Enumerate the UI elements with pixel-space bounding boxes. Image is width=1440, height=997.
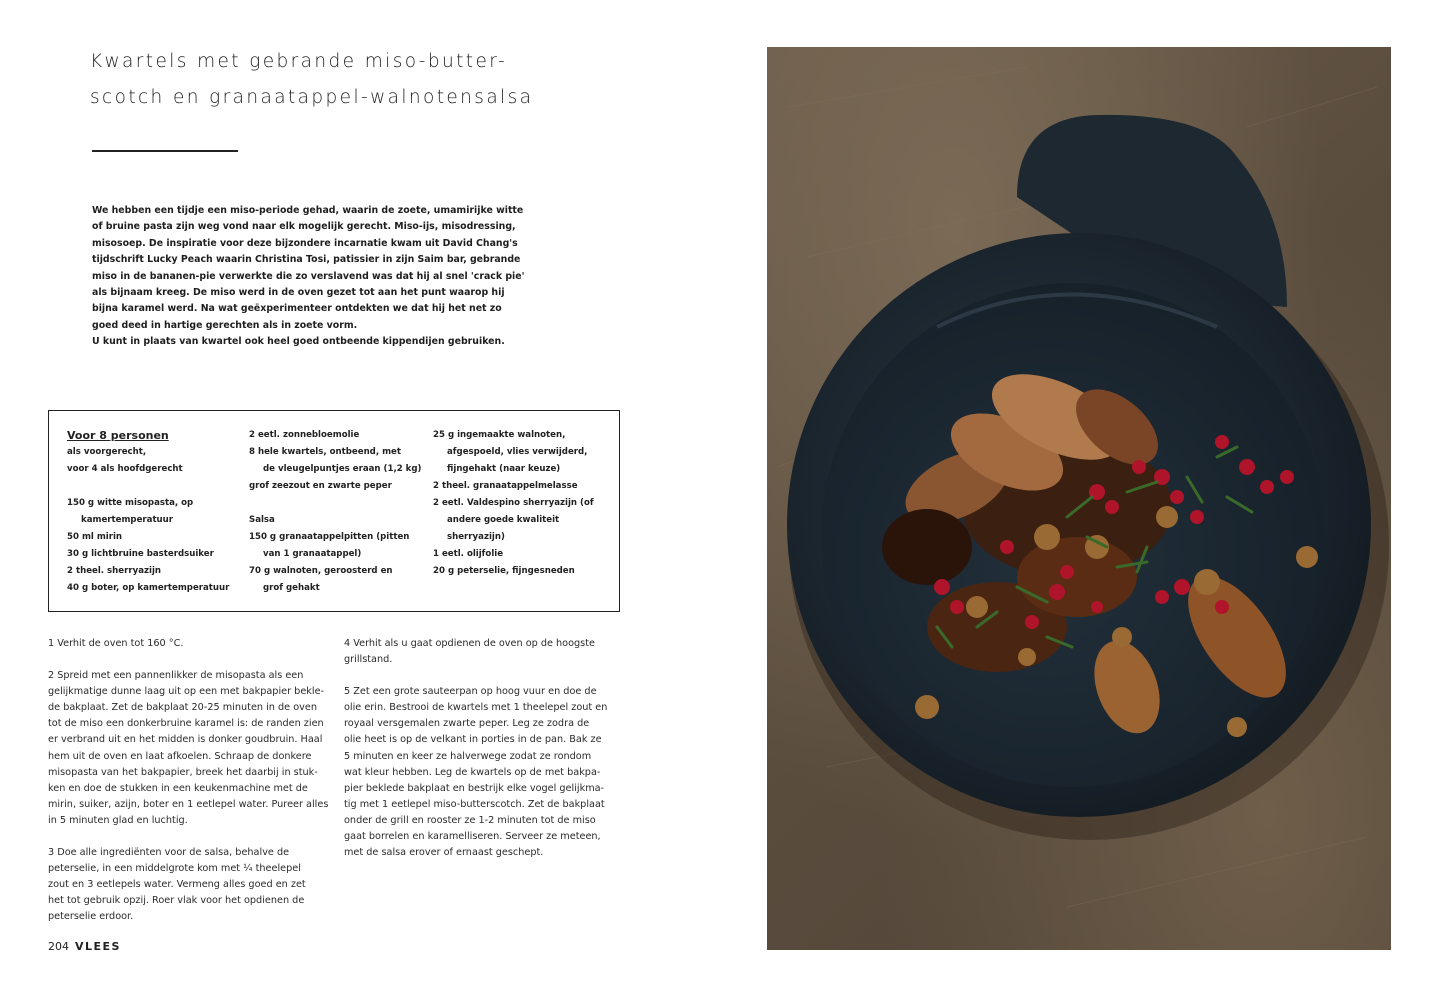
intro-line: We hebben een tijdje een miso-periode gehad, waarin de zoete, umamirijke witte — [92, 205, 524, 216]
recipe-title — [90, 44, 650, 116]
method-step-line: er verbrand uit en het midden is donker goudbruin. Haal — [48, 734, 323, 746]
method-step-line: tig met 1 eetlepel miso-butterscotch. Zet de bakplaat — [344, 798, 605, 810]
method-step-line: 3 Doe alle ingrediënten voor de salsa, behalve de — [48, 847, 290, 859]
method-step-line: mirin, suiker, azijn, boter en 1 eetlepel water. Pureer alles — [48, 798, 329, 810]
method-step-line: olie erin. Bestrooi de kwartels met 1 theelepel zout en — [344, 702, 608, 714]
food-photo-icon — [767, 47, 1391, 950]
intro-line: U kunt in plaats van kwartel ook heel goed ontbeende kippendijen gebruiken. — [92, 336, 505, 348]
method-step-line: in 5 minuten glad en luchtig. — [48, 814, 188, 826]
method-step — [48, 636, 338, 652]
ingredient-line: 25 g ingemaakte walnoten, — [433, 430, 566, 440]
ingredient-line: de vleugelpuntjes eraan (1,2 kg) — [263, 464, 422, 474]
ingredient-line: 150 g witte misopasta, op — [67, 498, 194, 508]
recipe-title-line-1: Kwartels met gebrande miso-butter- — [90, 51, 508, 72]
page-footer — [48, 940, 121, 953]
page-number: 204 — [48, 940, 69, 953]
method-step-line: wat kleur hebben. Leg de kwartels op de met bakpa- — [344, 766, 601, 778]
intro-line: of bruine pasta zijn weg vond naar elk mogelijk gerecht. Miso-ijs, misodressing, — [92, 221, 516, 233]
ingredients-column-1 — [67, 427, 229, 597]
method-step-line: pier beklede bakplaat en bestrijk elke vogel gelijkma- — [344, 782, 605, 794]
servings-heading: Voor 8 personen — [67, 429, 169, 442]
ingredient-line: Salsa — [249, 515, 275, 525]
ingredients-column-3 — [433, 427, 594, 580]
method-step — [48, 845, 338, 925]
ingredient-line: sherryazijn) — [447, 532, 505, 542]
method-step-line: de bakplaat. Zet de bakplaat 20-25 minuten in de oven — [48, 702, 317, 714]
ingredient-line: 8 hele kwartels, ontbeend, met — [249, 447, 401, 457]
ingredient-line: als voorgerecht, — [67, 447, 147, 457]
ingredient-line: grof zeezout en zwarte peper — [249, 481, 392, 491]
ingredients-column-2 — [249, 427, 421, 597]
method-step — [48, 668, 338, 829]
ingredient-line: 2 theel. sherryazijn — [67, 566, 162, 576]
ingredient-spacer — [249, 495, 421, 512]
method-step-line: olie heet is op de velkant in porties in de pan. Bak ze — [344, 734, 602, 746]
ingredient-line: 70 g walnoten, geroosterd en — [249, 566, 393, 576]
method-step — [344, 684, 634, 861]
method-step-line: peterselie erdoor. — [48, 911, 134, 923]
ingredient-line: 30 g lichtbruine basterdsuiker — [67, 549, 214, 559]
recipe-title-line-2: scotch en granaatappel-walnotensalsa — [90, 87, 534, 108]
method-step-line: grillstand. — [344, 654, 393, 666]
ingredient-line: grof gehakt — [263, 583, 320, 593]
title-divider — [92, 150, 238, 152]
ingredient-line: 2 theel. granaatappelmelasse — [433, 481, 578, 491]
ingredient-line: afgespoeld, vlies verwijderd, — [447, 447, 588, 457]
method-steps-left — [48, 636, 338, 942]
ingredient-line: 20 g peterselie, fijngesneden — [433, 566, 575, 576]
intro-line: misosoep. De inspiratie voor deze bijzondere incarnatie kwam uit David Chang's — [92, 237, 518, 249]
ingredient-line: 1 eetl. olijfolie — [433, 549, 504, 559]
ingredient-line: andere goede kwaliteit — [447, 515, 560, 525]
ingredient-spacer — [67, 478, 229, 495]
ingredient-line: fijngehakt (naar keuze) — [447, 464, 561, 474]
method-step-line: onder de grill en rooster ze 1-2 minuten tot de miso — [344, 814, 596, 826]
method-steps-right — [344, 636, 634, 877]
method-step-line: 5 minuten en keer ze halverwege zodat ze rondom — [344, 750, 592, 762]
ingredient-line: 50 ml mirin — [67, 532, 123, 542]
method-step-line: 1 Verhit de oven tot 160 °C. — [48, 638, 184, 649]
method-step-line: ken en doe de stukken in een keukenmachine met de — [48, 782, 308, 794]
ingredients-box — [48, 410, 620, 612]
method-step-line: misopasta van het bakpapier, breek het daarbij in stuk- — [48, 766, 318, 778]
ingredient-line: 150 g granaatappelpitten (pitten — [249, 532, 410, 542]
ingredient-line: van 1 granaatappel) — [263, 549, 362, 559]
intro-line: tijdschrift Lucky Peach waarin Christina Tosi, patissier in zijn Saim bar, gebrande — [92, 254, 521, 266]
method-step-line: met de salsa erover of ernaast geschept. — [344, 847, 544, 859]
ingredient-line: voor 4 als hoofdgerecht — [67, 464, 183, 474]
intro-paragraph — [92, 203, 540, 351]
method-step-line: hem uit de oven en laat afkoelen. Schraap de donkere — [48, 750, 312, 762]
section-name: VLEES — [75, 940, 121, 953]
method-step-line: het tot gebruik opzij. Roer vlak voor het opdienen de — [48, 895, 305, 907]
ingredient-line: 2 eetl. zonnebloemolie — [249, 430, 360, 440]
ingredient-line: kamertemperatuur — [81, 515, 174, 525]
method-step-line: tot de miso een donkerbruine karamel is: de randen zien — [48, 718, 324, 730]
method-step-line: zout en 3 eetlepels water. Vermeng alles goed en zet — [48, 879, 306, 891]
intro-line: als bijnaam kreeg. De miso werd in de oven gezet tot aan het punt waarop hij — [92, 287, 505, 299]
method-step-line: peterselie, in een middelgrote kom met ¼ theelepel — [48, 863, 301, 875]
dish-photo — [767, 47, 1391, 950]
ingredient-line: 2 eetl. Valdespino sherryazijn (of — [433, 498, 594, 508]
intro-line: miso in de bananen-pie verwerkte die zo verslavend was dat hij al snel 'crack pie' — [92, 270, 525, 282]
method-step-line: gelijkmatige dunne laag uit op een met bakpapier bekle- — [48, 686, 325, 698]
method-step-line: 4 Verhit als u gaat opdienen de oven op de hoogste — [344, 638, 595, 649]
method-step-line: 5 Zet een grote sauteerpan op hoog vuur en doe de — [344, 686, 597, 698]
method-step-line: gaat borrelen en karamelliseren. Serveer ze meteen, — [344, 831, 601, 843]
method-step-line: royaal versgemalen zwarte peper. Leg ze zodra de — [344, 718, 590, 730]
intro-line: goed deed in hartige gerechten als in zoete vorm. — [92, 319, 358, 331]
method-step — [344, 636, 634, 668]
method-step-line: 2 Spreid met een pannenlikker de misopasta als een — [48, 670, 304, 682]
intro-text — [92, 203, 540, 351]
intro-line: bijna karamel werd. Na wat geëxperimenteer ontdekten we dat hij het net zo — [92, 303, 502, 315]
ingredient-line: 40 g boter, op kamertemperatuur — [67, 583, 230, 593]
